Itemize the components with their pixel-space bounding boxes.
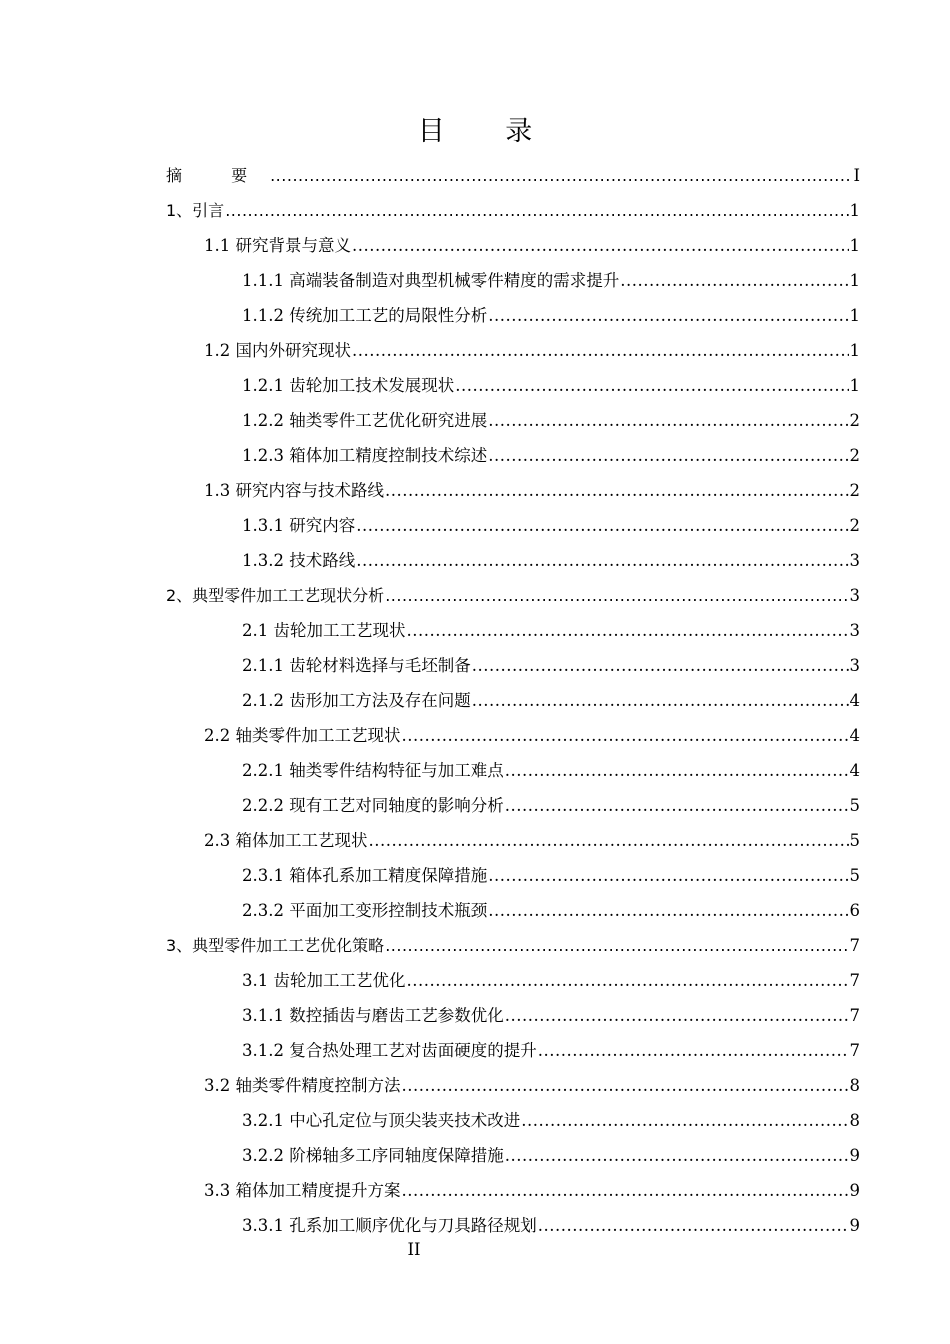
toc-page-number: 7	[849, 1006, 860, 1025]
toc-leader-dots	[488, 403, 848, 438]
toc-page-number: 3	[849, 551, 860, 570]
toc-entry-text: 2.2 轴类零件加工工艺现状	[204, 726, 401, 745]
toc-leader-dots	[402, 718, 849, 753]
toc-leader-dots	[402, 1068, 849, 1103]
toc-entry[interactable]	[166, 263, 860, 298]
toc-entry[interactable]	[166, 928, 860, 963]
toc-page-number: 5	[849, 866, 860, 885]
toc-entry-text: 1.3 研究内容与技术路线	[204, 481, 384, 500]
toc-page-number: 9	[849, 1216, 860, 1235]
toc-leader-dots	[407, 613, 849, 648]
toc-page-number: 1	[849, 306, 860, 325]
toc-entry-text: 3.2.2 阶梯轴多工序同轴度保障措施	[242, 1146, 504, 1165]
toc-entry-text: 3.1 齿轮加工工艺优化	[242, 971, 406, 990]
toc-entry[interactable]	[166, 963, 860, 998]
toc-entry[interactable]	[166, 473, 860, 508]
toc-page-number: 4	[849, 691, 860, 710]
toc-page-number: 8	[849, 1076, 860, 1095]
toc-entry[interactable]	[166, 368, 860, 403]
toc-leader-dots	[407, 963, 849, 998]
toc-page-number: 7	[849, 971, 860, 990]
toc-leader-dots	[270, 158, 852, 193]
toc-leader-dots	[472, 648, 849, 683]
toc-page-number: 7	[849, 1041, 860, 1060]
toc-entry[interactable]	[166, 298, 860, 333]
toc-leader-dots	[488, 858, 848, 893]
toc-page-number: 6	[849, 901, 860, 920]
toc-leader-dots	[385, 578, 848, 613]
page-number: II	[407, 1240, 421, 1259]
toc-page-number: 9	[849, 1181, 860, 1200]
toc-entry[interactable]	[166, 578, 860, 613]
toc-entry-text: 1.1.2 传统加工工艺的局限性分析	[242, 306, 488, 325]
toc-leader-dots	[356, 508, 848, 543]
toc-title: 目 录	[417, 116, 559, 147]
toc-entry[interactable]	[166, 648, 860, 683]
toc-entry[interactable]	[166, 333, 860, 368]
toc-entry-text: 1.2 国内外研究现状	[204, 341, 351, 360]
toc-page-number: 2	[849, 516, 860, 535]
toc-leader-dots	[225, 193, 848, 228]
toc-page-number: 3	[849, 586, 860, 605]
toc-leader-dots	[402, 1173, 849, 1208]
toc-entry-text: 2.1.1 齿轮材料选择与毛坯制备	[242, 656, 471, 675]
toc-entry[interactable]	[166, 228, 860, 263]
toc-entry[interactable]	[166, 1033, 860, 1068]
toc-page-number: 5	[849, 796, 860, 815]
toc-entry-text: 3.3.1 孔系加工顺序优化与刀具路径规划	[242, 1216, 537, 1235]
toc-page-number: 3	[849, 656, 860, 675]
toc-leader-dots	[385, 928, 848, 963]
toc-entry-text: 1.1.1 高端装备制造对典型机械零件精度的需求提升	[242, 271, 620, 290]
toc-page-number: 4	[849, 726, 860, 745]
toc-entry-text: 摘 要	[166, 166, 270, 185]
toc-entry[interactable]	[166, 788, 860, 823]
toc-page-number: 2	[849, 446, 860, 465]
toc-page-number: 2	[849, 481, 860, 500]
toc-page-number: 7	[849, 936, 860, 955]
toc-entry[interactable]	[166, 438, 860, 473]
toc-entry-text: 1.3.1 研究内容	[242, 516, 356, 535]
toc-entry[interactable]	[166, 998, 860, 1033]
toc-entry-text: 1.1 研究背景与意义	[204, 236, 351, 255]
toc-leader-dots	[488, 438, 848, 473]
toc-entry[interactable]	[166, 1173, 860, 1208]
toc-entry[interactable]	[166, 508, 860, 543]
toc-leader-dots	[385, 473, 849, 508]
toc-entry-text: 3.1.2 复合热处理工艺对齿面硬度的提升	[242, 1041, 537, 1060]
toc-entry[interactable]	[166, 543, 860, 578]
toc-leader-dots	[356, 543, 848, 578]
toc-entry-text: 2.1.2 齿形加工方法及存在问题	[242, 691, 471, 710]
toc-entry-text: 3、典型零件加工工艺优化策略	[166, 936, 385, 955]
toc-entry-text: 1、引言	[166, 201, 225, 220]
toc-page-number: 1	[849, 236, 860, 255]
toc-entry-text: 2.3.1 箱体孔系加工精度保障措施	[242, 866, 488, 885]
toc-entry[interactable]	[166, 613, 860, 648]
toc-leader-dots	[455, 368, 848, 403]
toc-entry-text: 2.2.1 轴类零件结构特征与加工难点	[242, 761, 504, 780]
toc-entry-text: 1.2.2 轴类零件工艺优化研究进展	[242, 411, 488, 430]
toc-page-number: 9	[849, 1146, 860, 1165]
toc-entry-text: 2.1 齿轮加工工艺现状	[242, 621, 406, 640]
toc-page-number: I	[853, 166, 860, 185]
toc-leader-dots	[472, 683, 849, 718]
toc-entry[interactable]	[166, 683, 860, 718]
toc-entry-text: 2.2.2 现有工艺对同轴度的影响分析	[242, 796, 504, 815]
toc-leader-dots	[538, 1033, 849, 1068]
toc-leader-dots	[620, 263, 848, 298]
toc-entry-text: 3.1.1 数控插齿与磨齿工艺参数优化	[242, 1006, 504, 1025]
toc-entry-text: 2.3.2 平面加工变形控制技术瓶颈	[242, 901, 488, 920]
toc-entry-text: 3.3 箱体加工精度提升方案	[204, 1181, 401, 1200]
toc-leader-dots	[352, 228, 849, 263]
toc-entry[interactable]	[166, 893, 860, 928]
toc-entry-text: 2.3 箱体加工工艺现状	[204, 831, 368, 850]
toc-entry[interactable]	[166, 1068, 860, 1103]
toc-leader-dots	[369, 823, 849, 858]
toc-leader-dots	[505, 788, 849, 823]
toc-entry-text: 1.3.2 技术路线	[242, 551, 356, 570]
toc-page-number: 2	[849, 411, 860, 430]
toc-page-number: 5	[849, 831, 860, 850]
toc-leader-dots	[488, 893, 848, 928]
toc-page-number: 3	[849, 621, 860, 640]
toc-entry[interactable]	[166, 753, 860, 788]
toc-entry[interactable]	[166, 823, 860, 858]
toc-page-number: 1	[849, 341, 860, 360]
toc-leader-dots	[488, 298, 848, 333]
toc-entry[interactable]	[166, 403, 860, 438]
toc-leader-dots	[505, 998, 849, 1033]
toc-page-number: 8	[849, 1111, 860, 1130]
table-of-contents	[166, 158, 860, 1243]
toc-entry[interactable]	[166, 193, 860, 228]
toc-entry[interactable]	[166, 858, 860, 893]
toc-leader-dots	[505, 1138, 849, 1173]
toc-entry[interactable]	[166, 1103, 860, 1138]
toc-page-number: 1	[849, 271, 860, 290]
toc-entry[interactable]	[166, 158, 860, 193]
toc-entry-text: 1.2.3 箱体加工精度控制技术综述	[242, 446, 488, 465]
toc-leader-dots	[505, 753, 849, 788]
toc-page-number: 4	[849, 761, 860, 780]
toc-leader-dots	[352, 333, 849, 368]
toc-entry[interactable]	[166, 1138, 860, 1173]
toc-page-number: 1	[849, 376, 860, 395]
toc-page-number: 1	[849, 201, 860, 220]
toc-entry[interactable]	[166, 718, 860, 753]
toc-leader-dots	[521, 1103, 848, 1138]
toc-entry-text: 1.2.1 齿轮加工技术发展现状	[242, 376, 455, 395]
toc-entry-text: 2、典型零件加工工艺现状分析	[166, 586, 385, 605]
toc-entry-text: 3.2 轴类零件精度控制方法	[204, 1076, 401, 1095]
toc-entry-text: 3.2.1 中心孔定位与顶尖装夹技术改进	[242, 1111, 521, 1130]
